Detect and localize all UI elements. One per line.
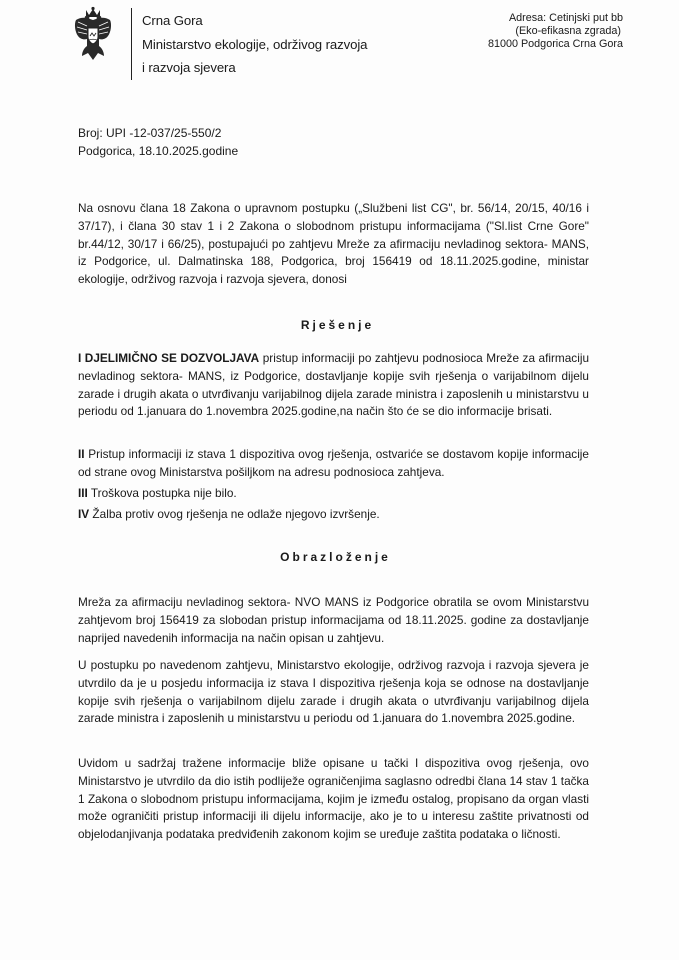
country-name: Crna Gora	[142, 13, 203, 28]
decision-heading: Rješenje	[300, 318, 375, 332]
decision-item-2-lead: II	[78, 447, 85, 461]
reference-place-date: Podgorica, 18.10.2025.godine	[78, 144, 239, 158]
address-line-2: (Eko-efikasna zgrada)	[515, 25, 621, 37]
decision-item-3	[78, 485, 589, 503]
decision-item-4	[78, 506, 589, 524]
address-line-1: Adresa: Cetinjski put bb	[508, 12, 623, 24]
decision-item-3-lead: III	[78, 486, 88, 500]
reference-number: Broj: UPI -12-037/25-550/2	[78, 126, 222, 140]
reasoning-paragraph-3: Uvidom u sadržaj tražene informacije bliže opisane u tački I dispozitiva ovog rješenja, ovo Ministarstvo je utvrdilo da dio istih podliježe ograničenjima saglasno odredbi člana 14 stav 1 tačka 1 Zakona o slobodnom pristupu informacijama, kojim je između ostalog, propisano da organ vlasti može ograničiti pristup informaciji ili dijelu informacije, ako je to u interesu zaštite privatnosti od objelodanjivanja podataka predviđenih zakonom kojim se uređuje zaštita podataka o ličnosti.	[78, 756, 589, 842]
decision-item-1-text: pristup informaciji po zahtjevu podnosioca Mreže za afirmaciju nevladinog sektora- MANS, iz Podgorice, dostavljanje kopije svih rješenja o varijabilnom dijelu zarade i drugih akata o utvrđivanju varijabilnog dijela zarade ministra i zaposlenih u ministarstvu u periodu od 1.januara do 1.novembra 2025.godine,na način što će se dio informacije brisati.	[78, 351, 589, 419]
intro-paragraph: Na osnovu člana 18 Zakona o upravnom postupku („Službeni list CG", br. 56/14, 20/15, 40/16 i 37/17), i člana 30 stav 1 i 2 Zakona o slobodnom pristupu informacijama ("Sl.list Crne Gore" br.44/12, 30/17 i 66/25), postupajući po zahtjevu Mreže za afirmaciju nevladinog sektora- MANS, iz Podgorice, ul. Dalmatinska 188, Podgorica, broj 156419 od 18.11.2025.godine, ministar ekologije, održivog razvoja i razvoja sjevera, donosi	[78, 201, 589, 287]
reasoning-paragraph-2: U postupku po navedenom zahtjevu, Ministarstvo ekologije, održivog razvoja i razvoja sjevera je utvrdilo da je u posjedu informacija iz stava I dispozitiva rješenja koja se odnose na dostavljanje kopije svih rješenja o varijabilnom dijelu zarade i drugih akata o utvrđivanju varijabilnog dijela zarade ministra i zaposlenih u ministarstvu u periodu od 1.januara do 1.novembra 2025.godine.	[78, 658, 589, 726]
decision-item-1	[78, 350, 589, 421]
ministry-name-line2: i razvoja sjevera	[142, 60, 236, 75]
ministry-name-line1: Ministarstvo ekologije, održivog razvoja	[142, 37, 368, 52]
decision-item-1-lead: I DJELIMIČNO SE DOZVOLJAVA	[78, 351, 260, 365]
decision-item-4-text: Žalba protiv ovog rješenja ne odlaže njegovo izvršenje.	[89, 507, 380, 521]
reasoning-paragraph-1: Mreža za afirmaciju nevladinog sektora- NVO MANS iz Podgorice obratila se ovom Ministarstvu zahtjevom broj 156419 za slobodan pristup informacijama od 18.11.2025. godine za dostavljanje naprijed navedenih informacija na način opisan u zahtjevu.	[78, 595, 589, 645]
montenegro-coat-of-arms-icon	[70, 6, 116, 64]
address-line-3: 81000 Podgorica Crna Gora	[487, 38, 623, 50]
header-divider	[131, 8, 132, 80]
reasoning-heading: Obrazloženje	[280, 550, 391, 564]
decision-item-2-text: Pristup informaciji iz stava 1 dispozitiva ovog rješenja, ostvariće se dostavom kopije informacije od strane ovog Ministarstva pošiljkom na adresu podnosioca zahtjeva.	[78, 447, 589, 479]
decision-item-3-text: Troškova postupka nije bilo.	[87, 486, 237, 500]
decision-item-4-lead: IV	[78, 507, 90, 521]
decision-item-2	[78, 446, 589, 482]
